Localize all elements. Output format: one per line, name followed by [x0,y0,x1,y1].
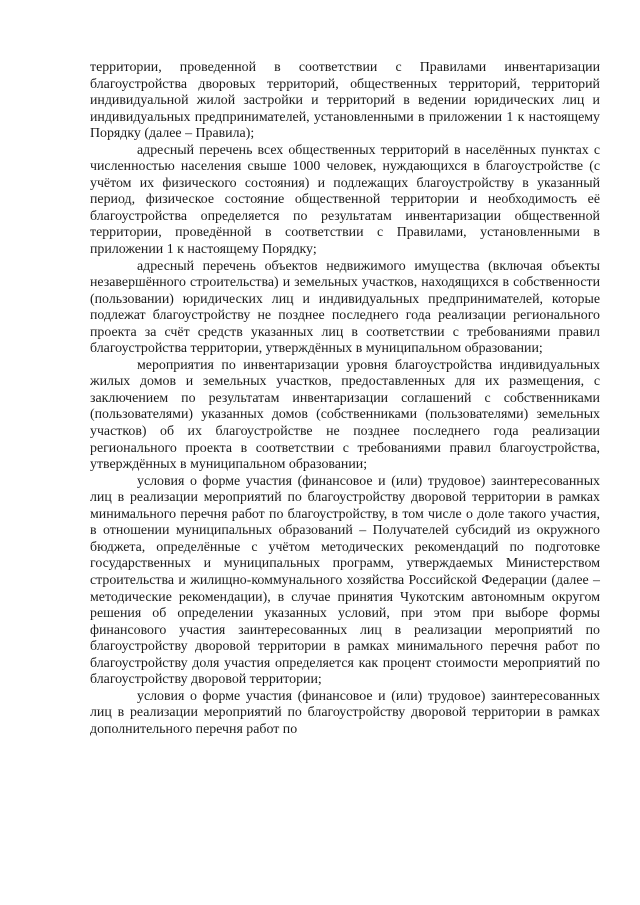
paragraph-continuation: территории, проведенной в соответствии с Правилами инвентаризации благоустройства дворовых территорий, общественных территорий, территорий индивидуальной жилой застройки и территорий в ведении юридических лиц и индивидуальных предпринимателей, установленными в приложении 1 к настоящему Порядку (далее – Правила); [90,60,600,142]
paragraph-real-estate-objects: адресный перечень объектов недвижимого имущества (включая объекты незавершённого строительства) и земельных участков, находящихся в собственности (пользовании) юридических лиц и индивидуальных предпринимателей, которые подлежат благоустройству не позднее последнего года реализации регионального проекта за счёт средств указанных лиц в соответствии с требованиями правил благоустройства территории, утверждённых в муниципальном образовании; [90,258,600,357]
paragraph-participation-minimal: условия о форме участия (финансовое и (или) трудовое) заинтересованных лиц в реализации мероприятий по благоустройству дворовой территории в рамках минимального перечня работ по благоустройству, в том числе о доле такого участия, в отношении муниципальных образований – Получателей субсидий из окружного бюджета, определённые с учётом методических рекомендаций по подготовке государственных и муниципальных программ, утверждаемых Министерством строительства и жилищно-коммунального хозяйства Российской Федерации (далее – методические рекомендации), в случае принятия Чукотским автономным округом решения об определении указанных условий, при этом при выборе формы финансового участия заинтересованных лиц в реализации мероприятий по благоустройству дворовой территории в рамках минимального перечня работ по благоустройству доля участия определяется как процент стоимости мероприятий по благоустройству дворовой территории; [90,473,600,688]
paragraph-individual-houses: мероприятия по инвентаризации уровня благоустройства индивидуальных жилых домов и земельных участков, предоставленных для их размещения, с заключением по результатам инвентаризации соглашений с собственниками (пользователями) указанных домов (собственниками (пользователями) земельных участков) об их благоустройстве не позднее последнего года реализации регионального проекта в соответствии с требованиями правил благоустройства, утверждённых в муниципальном образовании; [90,357,600,473]
paragraph-public-territories: адресный перечень всех общественных территорий в населённых пунктах с численностью населения свыше 1000 человек, нуждающихся в благоустройстве (с учётом их физического состояния) и подлежащих благоустройству в указанный период, физическое состояние общественной территории и необходимость её благоустройства определяется по результатам инвентаризации общественной территории, проведённой в соответствии с Правилами, установленными в приложении 1 к настоящему Порядку; [90,142,600,258]
paragraph-participation-additional: условия о форме участия (финансовое и (или) трудовое) заинтересованных лиц в реализации мероприятий по благоустройству дворовой территории в рамках дополнительного перечня работ по [90,688,600,737]
document-body [90,60,600,738]
